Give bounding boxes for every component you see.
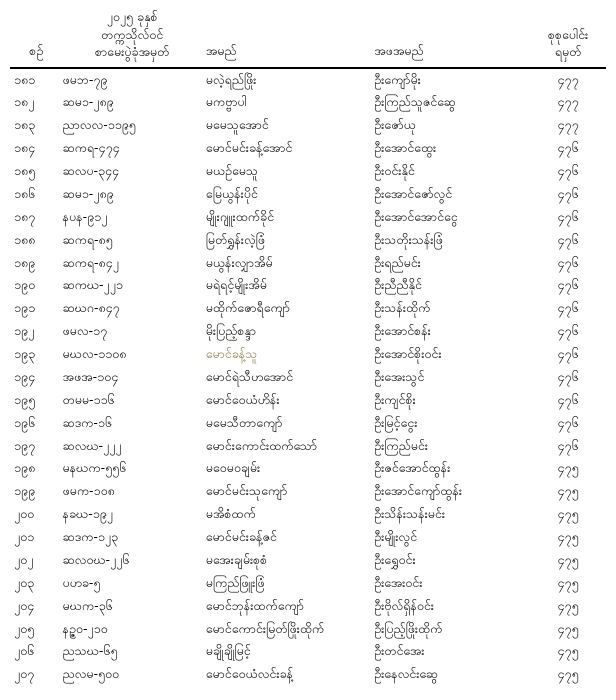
cell-total-marks: ၄၇၆ <box>557 414 579 430</box>
cell-father-name: ဦးဇော်ယု <box>374 117 416 133</box>
cell-roll-number: ညလမ-၅၀၀ <box>62 666 120 682</box>
table-row <box>10 640 606 663</box>
table-row <box>10 297 606 320</box>
table-row <box>10 160 606 183</box>
cell-serial-number: ၁၈၆ <box>14 185 36 201</box>
cell-roll-number: အဖအ-၁၀၄ <box>62 368 119 384</box>
column-header-roll <box>61 6 204 68</box>
cell-serial-number: ၁၈၃ <box>14 117 36 133</box>
table-row <box>10 366 606 389</box>
cell-roll-number: နပန-၉၁၂ <box>62 208 108 224</box>
column-header-father-label: အဖအမည် <box>374 43 424 59</box>
cell-student-name: မမေသူအောင် <box>205 117 269 133</box>
cell-serial-number: ၁၉၄ <box>14 368 36 384</box>
cell-serial-number: ၂၀၅ <box>14 620 35 636</box>
cell-serial-number: ၁၉၂ <box>14 323 35 339</box>
cell-total-marks: ၄၇၆ <box>557 368 579 384</box>
table-row <box>10 549 606 572</box>
cell-father-name: ဦးအောင်ဇော်လွင် <box>374 185 453 201</box>
table-row <box>10 274 606 297</box>
column-header-marks-line1: စုစုပေါင်း <box>547 26 589 42</box>
cell-serial-number: ၁၉၁ <box>14 300 36 316</box>
cell-total-marks: ၄၇၅ <box>557 551 579 567</box>
cell-total-marks: ၄၇၅ <box>557 597 579 613</box>
cell-student-name: မောင်ကောင်းမြတ်ဖြိုးထိုက် <box>205 620 325 636</box>
cell-roll-number: ဆဒက-၁၂၃ <box>62 529 119 544</box>
table-row <box>10 320 606 343</box>
cell-roll-number: နခဃ-၁၉၂ <box>62 506 113 522</box>
table-row <box>10 68 606 92</box>
cell-serial-number: ၁၉၈ <box>14 460 36 476</box>
cell-serial-number: ၂၀၃ <box>14 574 35 590</box>
cell-total-marks: ၄၇၆ <box>557 140 579 156</box>
table-header <box>10 6 606 68</box>
cell-total-marks: ၄၇၆ <box>557 323 579 339</box>
cell-roll-number: နဉ္ဇဝ-၂၁၀ <box>62 620 108 636</box>
table-row <box>10 480 606 503</box>
cell-roll-number: မနဃက-၅၅၆ <box>62 460 127 476</box>
cell-student-name: မောင်မင်းသုကျော် <box>205 483 288 499</box>
cell-student-name: မလဲ့ရည်ဖြိုး <box>205 71 257 87</box>
cell-serial-number: ၁၉၃ <box>14 346 36 361</box>
cell-total-marks: ၄၇၆ <box>557 300 579 316</box>
column-header-no-label: စဉ် <box>29 43 44 59</box>
cell-roll-number: ဆမ၁-၂၈၉ <box>62 185 114 201</box>
cell-father-name: ဦးပြည့်ဖြိုးထိုက် <box>374 620 443 636</box>
cell-total-marks: ၄၇၅ <box>557 620 579 636</box>
cell-roll-number: ညသဃ-၆၅ <box>62 643 118 659</box>
column-header-marks <box>530 6 606 68</box>
cell-serial-number: ၁၈၈ <box>14 231 36 247</box>
cell-roll-number: ဆမ၁-၂၈၉ <box>62 94 114 110</box>
cell-total-marks: ၄၇၆ <box>557 208 579 224</box>
cell-student-name: မောင်ခန့်သူ <box>205 346 258 361</box>
table-row <box>10 206 606 229</box>
cell-father-name: ဦးကျင်စိုး <box>374 391 416 407</box>
cell-student-name: မရဲရင့်မျိုးအိမ် <box>205 277 267 293</box>
cell-father-name: ဦးညီညီနိုင် <box>374 277 422 293</box>
cell-roll-number: ဆလပ-၃၄၄ <box>62 163 120 178</box>
cell-student-name: မောင်ဝေယံလင်းခန့် <box>205 666 294 682</box>
cell-serial-number: ၁၉၇ <box>14 437 36 453</box>
table-row <box>10 252 606 275</box>
cell-father-name: ဦးအောင်ထွေး <box>374 140 437 156</box>
table-row <box>10 526 606 549</box>
table-row <box>10 572 606 595</box>
cell-roll-number: ဆဒက-၁၆ <box>62 414 112 430</box>
cell-father-name: ဦးသိန်းသန်းမင်း <box>374 506 446 522</box>
cell-total-marks: ၄၇၅ <box>557 460 579 476</box>
cell-roll-number: ဆကရ-၄၇၄ <box>62 140 120 156</box>
cell-roll-number: မဃက-၃၆ <box>62 597 113 613</box>
cell-father-name: ဦးအောင်စန်း <box>374 323 431 339</box>
cell-total-marks: ၄၇၆ <box>557 254 579 270</box>
cell-student-name: မထိုက်ဇောရီကျော် <box>205 300 290 316</box>
cell-student-name: မောင်မင်းခန့်အောင် <box>205 140 293 156</box>
cell-father-name: ဦးအောင်စိုးဝင်း <box>374 346 442 361</box>
cell-roll-number: ဖမဘ-၇၉ <box>62 71 108 87</box>
column-header-name-label: အမည် <box>205 43 237 59</box>
cell-total-marks: ၄၇၆ <box>557 277 579 293</box>
table-row <box>10 229 606 252</box>
cell-total-marks: ၄၇၇ <box>557 71 579 87</box>
cell-serial-number: ၁၈၉ <box>14 254 36 270</box>
cell-total-marks: ၄၇၆ <box>557 346 579 361</box>
cell-father-name: ဦးမြင့်ငွေး <box>374 414 418 430</box>
cell-roll-number: ဖမလ-၁၇ <box>62 323 108 339</box>
table-row <box>10 457 606 480</box>
cell-roll-number: မဃလ-၁၁၀၈ <box>62 346 127 361</box>
cell-total-marks: ၄၇၅ <box>557 643 579 659</box>
cell-serial-number: ၁၉၉ <box>14 483 36 499</box>
table-row <box>10 663 606 686</box>
cell-student-name: မမေသီတာကျော် <box>205 414 283 430</box>
cell-father-name: ဦးဇင်အောင်ထွန်း <box>374 460 451 476</box>
cell-student-name: မောင်ဝေယံဟိန်း <box>205 391 280 407</box>
cell-student-name: မြတ်ရွှန်းလဲ့ဖြံ <box>205 231 265 247</box>
cell-serial-number: ၂၀၄ <box>14 597 35 613</box>
cell-student-name: မျိုးဂျူးထက်ခိုင် <box>205 208 274 224</box>
cell-total-marks: ၄၇၅ <box>557 483 579 499</box>
table-row <box>10 618 606 641</box>
cell-serial-number: ၂၀၁ <box>14 529 35 544</box>
cell-roll-number: ဆကရ-၈၅ <box>62 231 113 247</box>
cell-total-marks: ၄၇၇ <box>557 117 579 133</box>
cell-roll-number: ဆလဝဃ-၂၂၆ <box>62 551 130 567</box>
cell-father-name: ဦးသန်းထိုက် <box>374 300 431 316</box>
cell-roll-number: ဆလဃ-၂၂၂ <box>62 437 122 453</box>
cell-roll-number: ဆကဃ-၂၂၁ <box>62 277 123 293</box>
cell-student-name: မချိုချိုမြင့် <box>205 643 251 659</box>
column-header-roll-line2: တက္ကသိုလ်ဝင် <box>101 26 164 42</box>
cell-roll-number: တမမ-၁၁၆ <box>62 391 115 407</box>
cell-total-marks: ၄၇၅ <box>557 666 579 682</box>
cell-father-name: ဦးဝင်းနိုင် <box>374 163 415 178</box>
cell-roll-number: ဆဃဂ-၈၄၇ <box>62 300 120 316</box>
cell-serial-number: ၂၀၆ <box>14 643 35 659</box>
cell-student-name: မောင်ရဲသီဟအောင် <box>205 368 294 384</box>
table-row <box>10 343 606 366</box>
cell-student-name: မောင်မင်းခန့်ဇင် <box>205 529 277 544</box>
table-row <box>10 389 606 412</box>
cell-father-name: ဦးသတိုးသန်းဖြံ <box>374 231 443 247</box>
cell-total-marks: ၄၇၆ <box>557 163 579 178</box>
cell-roll-number: ညာလလ-၁၁၉၅ <box>62 117 136 133</box>
cell-student-name: မယဉ်မေသူ <box>205 163 258 178</box>
table-row <box>10 503 606 526</box>
column-header-marks-line2: ရမှတ် <box>554 44 582 59</box>
cell-student-name: မယွန်းလျှာအိမ် <box>205 254 273 270</box>
table-body <box>10 68 606 687</box>
column-header-roll-line3: စာမေးပွဲခုံအမှတ် <box>95 44 170 59</box>
cell-total-marks: ၄၇၆ <box>557 391 579 407</box>
cell-serial-number: ၂၀၇ <box>14 666 35 682</box>
cell-roll-number: ပဟခ-၅ <box>62 574 101 590</box>
cell-father-name: ဦးရည်မင်း <box>374 254 421 270</box>
table-row <box>10 595 606 618</box>
cell-total-marks: ၄၇၅ <box>557 529 579 544</box>
cell-father-name: ဦးအောင်ကျော်ထွန်း <box>374 483 463 499</box>
cell-father-name: ဦးနေလင်းဆွေ <box>374 666 438 682</box>
cell-father-name: ဦးအောင်အောင်ငွေ <box>374 208 458 224</box>
cell-total-marks: ၄၇၆ <box>557 231 579 247</box>
cell-serial-number: ၁၈၄ <box>14 140 36 156</box>
column-header-name <box>204 6 372 68</box>
cell-serial-number: ၁၉၀ <box>14 277 36 293</box>
cell-father-name: ဦးအေးဝင်း <box>374 574 423 590</box>
column-header-no <box>10 6 61 68</box>
cell-father-name: ဦးမျိုးလွင် <box>374 529 418 544</box>
cell-student-name: မအိစံထက် <box>205 506 256 522</box>
cell-student-name: မောင်ဘုန်းထက်ကျော် <box>205 597 304 613</box>
cell-serial-number: ၁၈၂ <box>14 94 35 110</box>
cell-serial-number: ၁၉၅ <box>14 391 36 407</box>
cell-roll-number: ဆကရ-၈၄၂ <box>62 254 119 270</box>
cell-student-name: မိုးပြည့်စန္ဒာ <box>205 323 256 339</box>
cell-father-name: ဦးတင်အေး <box>374 643 425 659</box>
cell-student-name: မောင်းကောင်းထက်သော် <box>205 437 318 453</box>
cell-roll-number: ဖမက-၁၀၈ <box>62 483 115 499</box>
cell-father-name: ဦးဗိုလ်ရှိန်ဝင်း <box>374 597 434 613</box>
cell-student-name: မြေယွန်းပိုင် <box>205 185 258 201</box>
cell-father-name: ဦးကျော်မိုး <box>374 71 421 87</box>
cell-father-name: ဦးရွှေဝင်း <box>374 551 416 567</box>
cell-father-name: ဦးကြည်သူဇင်ဆွေ <box>374 94 456 110</box>
column-header-father <box>372 6 530 68</box>
table-row <box>10 435 606 458</box>
cell-total-marks: ၄၇၅ <box>557 574 579 590</box>
cell-total-marks: ၄၇၅ <box>557 506 579 522</box>
table-row <box>10 137 606 160</box>
cell-total-marks: ၄၇၇ <box>557 94 579 110</box>
cell-student-name: မကြည်ဖြူးဖြံ <box>205 574 265 590</box>
table-row <box>10 91 606 114</box>
table-row <box>10 412 606 435</box>
cell-total-marks: ၄၇၆ <box>557 185 579 201</box>
cell-serial-number: ၁၈၇ <box>14 208 36 224</box>
cell-serial-number: ၁၉၆ <box>14 414 36 430</box>
results-table <box>10 6 606 686</box>
cell-father-name: ဦးအေးသွင် <box>374 368 425 384</box>
cell-serial-number: ၂၀၂ <box>14 551 34 567</box>
cell-total-marks: ၄၇၆ <box>557 437 579 453</box>
cell-serial-number: ၁၈၁ <box>14 71 36 87</box>
cell-serial-number: ၁၈၅ <box>14 163 36 178</box>
cell-student-name: မဝေမဝချမ်း <box>205 460 261 476</box>
cell-student-name: မကဗ္ဗာပါ <box>205 94 247 110</box>
table-row <box>10 183 606 206</box>
column-header-roll-line1: ၂၀၂၅ ခုနှစ် <box>106 9 158 24</box>
table-row <box>10 114 606 137</box>
cell-father-name: ဦးကြည်မင်း <box>374 437 428 453</box>
cell-student-name: မအေးချမ်းစုစံ <box>205 551 268 567</box>
cell-serial-number: ၂၀၀ <box>14 506 35 522</box>
